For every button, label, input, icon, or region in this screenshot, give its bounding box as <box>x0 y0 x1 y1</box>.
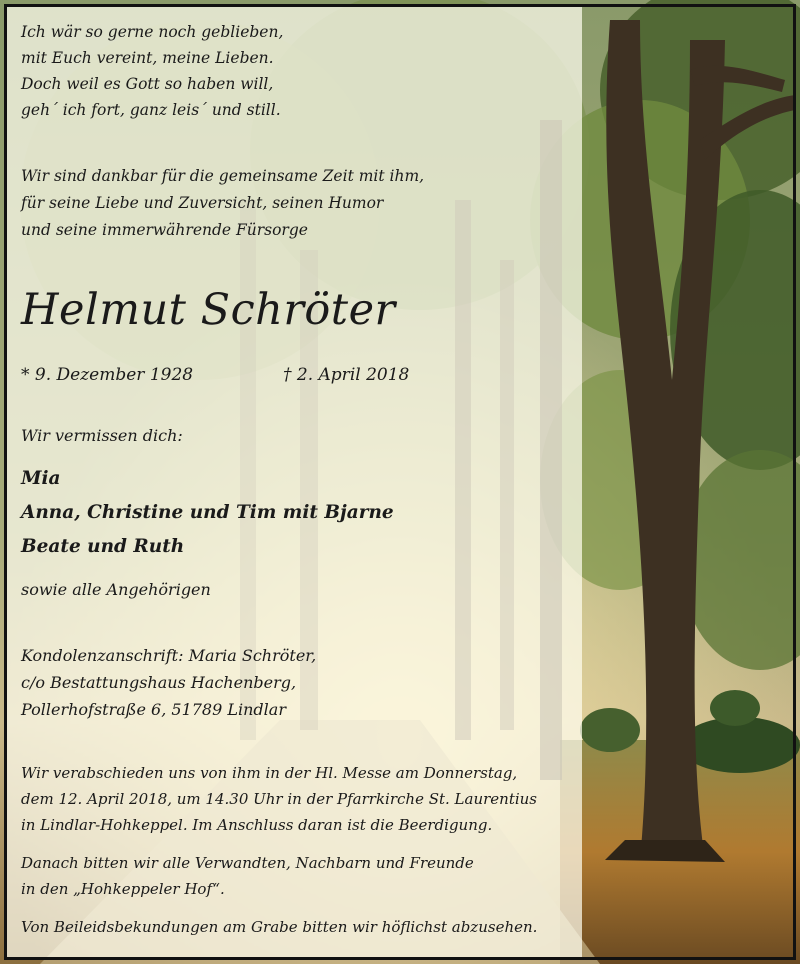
deceased-name: Helmut Schröter <box>21 285 396 335</box>
closing-note: Von Beileidsbekundungen am Grabe bitten wir höflichst abzusehen. <box>21 918 538 936</box>
family-line: Anna, Christine und Tim mit Bjarne <box>21 502 394 523</box>
poem-line: geh´ ich fort, ganz leis´ und still. <box>21 101 281 119</box>
birth-date: * 9. Dezember 1928 <box>21 365 194 385</box>
poem-line: Doch weil es Gott so haben will, <box>21 75 274 93</box>
miss-intro: Wir vermissen dich: <box>21 426 183 445</box>
family-line: Beate und Ruth <box>21 536 185 557</box>
family-line: Mia <box>21 468 61 489</box>
life-dates <box>21 365 441 389</box>
gratitude-line: Wir sind dankbar für die gemeinsame Zeit mit ihm, <box>21 167 425 185</box>
gratitude-line: und seine immerwährende Fürsorge <box>21 221 308 239</box>
service-line: dem 12. April 2018, um 14.30 Uhr in der Pfarrkirche St. Laurentius <box>21 790 538 808</box>
service-line: Wir verabschieden uns von ihm in der Hl. Messe am Donnerstag, <box>21 764 518 782</box>
invitation-line: in den „Hohkeppeler Hof“. <box>21 880 225 898</box>
gratitude-line: für seine Liebe und Zuversicht, seinen Humor <box>21 194 384 212</box>
poem-line: Ich wär so gerne noch geblieben, <box>21 23 284 41</box>
address-line: Kondolenzanschrift: Maria Schröter, <box>21 646 317 665</box>
address-line: Pollerhofstraße 6, 51789 Lindlar <box>21 700 286 719</box>
death-date: † 2. April 2018 <box>283 365 410 385</box>
invitation-line: Danach bitten wir alle Verwandten, Nachbarn und Freunde <box>21 854 474 872</box>
poem-line: mit Euch vereint, meine Lieben. <box>21 49 274 67</box>
service-line: in Lindlar-Hohkeppel. Im Anschluss daran ist die Beerdigung. <box>21 816 493 834</box>
address-line: c/o Bestattungshaus Hachenberg, <box>21 673 297 692</box>
relatives-line: sowie alle Angehörigen <box>21 580 211 599</box>
